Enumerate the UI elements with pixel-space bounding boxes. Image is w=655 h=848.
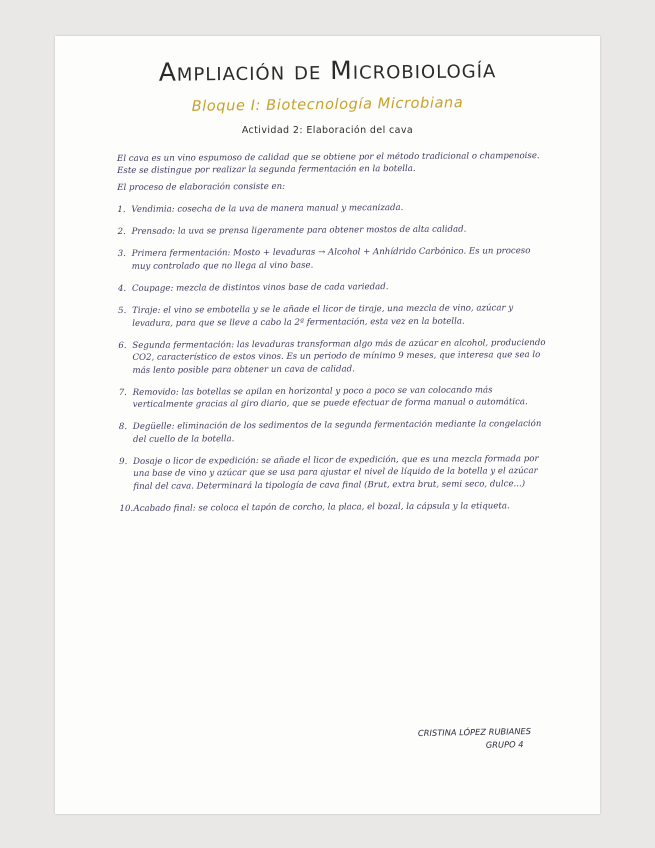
step-number: 3. <box>117 249 126 260</box>
list-item <box>117 201 545 216</box>
author-signature <box>418 725 532 753</box>
step-text: Coupage: mezcla de distintos vinos base de cada variedad. <box>131 282 389 294</box>
list-item <box>118 280 546 295</box>
step-number: 1. <box>117 204 126 215</box>
notebook-page <box>55 36 600 814</box>
step-number: 7. <box>118 387 127 398</box>
intro-paragraph: El cava es un vino espumoso de calidad que se obtiene por el método tradicional o champenoise. Este se distingue por realizar la segunda fermentación en la botella. <box>117 151 540 177</box>
step-number: 2. <box>117 227 126 238</box>
list-item <box>118 223 546 238</box>
list-item <box>119 500 547 515</box>
activity-heading: Actividad 2: Elaboración del cava <box>241 125 414 136</box>
step-text: Tiraje: el vino se embotella y se le añade el licor de tiraje, una mezcla de vino, azúcar y levadura, para que se lleve a cabo la 2ª fermentación, esta vez en la botella. <box>132 303 514 329</box>
block-subtitle: Bloque I: Biotecnología Microbiana <box>191 95 464 115</box>
step-text: Primera fermentación: Mosto + levaduras → Alcohol + Anhídrido Carbónico. Es un proceso muy controlado que no llega al vino base. <box>131 246 531 272</box>
step-text: Acabado final: se coloca el tapón de corcho, la placa, el bozal, la cápsula y la etiqueta. <box>133 501 510 514</box>
handwritten-body <box>117 150 548 525</box>
process-steps-list <box>117 201 547 515</box>
list-item <box>119 453 547 493</box>
step-text: Removido: las botellas se apilan en horizontal y poco a poco se van colocando más verticalmente gracias al giro diario, que se puede efectuar de forma manual o automática. <box>132 385 528 411</box>
page-title: Ampliación de Microbiología <box>158 54 497 87</box>
step-number: 6. <box>118 340 127 351</box>
step-text: Vendimia: cosecha de la uva de manera manual y mecanizada. <box>131 202 404 215</box>
step-number: 4. <box>117 284 127 295</box>
step-number: 9. <box>119 456 128 468</box>
list-item <box>118 302 546 330</box>
author-group: GRUPO 4 <box>485 739 524 750</box>
step-number: 10. <box>119 503 134 514</box>
list-item <box>119 384 547 412</box>
author-name: CRISTINA LÓPEZ RUBIANES <box>417 726 532 738</box>
step-text: Segunda fermentación: las levaduras transforman algo más de azúcar en alcohol, produciendo CO2, característico de estos vinos. Es un periodo de mínimo 9 meses, que interesa que sea lo más lento posible para obtener un cava de calidad. <box>132 337 546 376</box>
list-item <box>118 337 546 377</box>
step-text: Dosaje o licor de expedición: se añade el licor de expedición, que es una mezcla formada por una base de vino y azúcar que se usa para ajustar el nivel de líquido de la botella y el azúcar final del cava. Determinará la tipología de cava final (Brut, extra brut, semi seco, dulce...) <box>133 454 539 492</box>
list-item <box>119 418 547 446</box>
step-number: 8. <box>118 422 128 433</box>
list-item <box>118 245 546 273</box>
process-lead-in: El proceso de elaboración consiste en: <box>117 181 286 193</box>
step-text: Prensado: la uva se prensa ligeramente para obtener mostos de alta calidad. <box>131 224 467 238</box>
step-number: 5. <box>118 306 127 317</box>
step-text: Degüelle: eliminación de los sedimentos de la segunda fermentación mediante la congelación del cuello de la botella. <box>132 419 542 445</box>
